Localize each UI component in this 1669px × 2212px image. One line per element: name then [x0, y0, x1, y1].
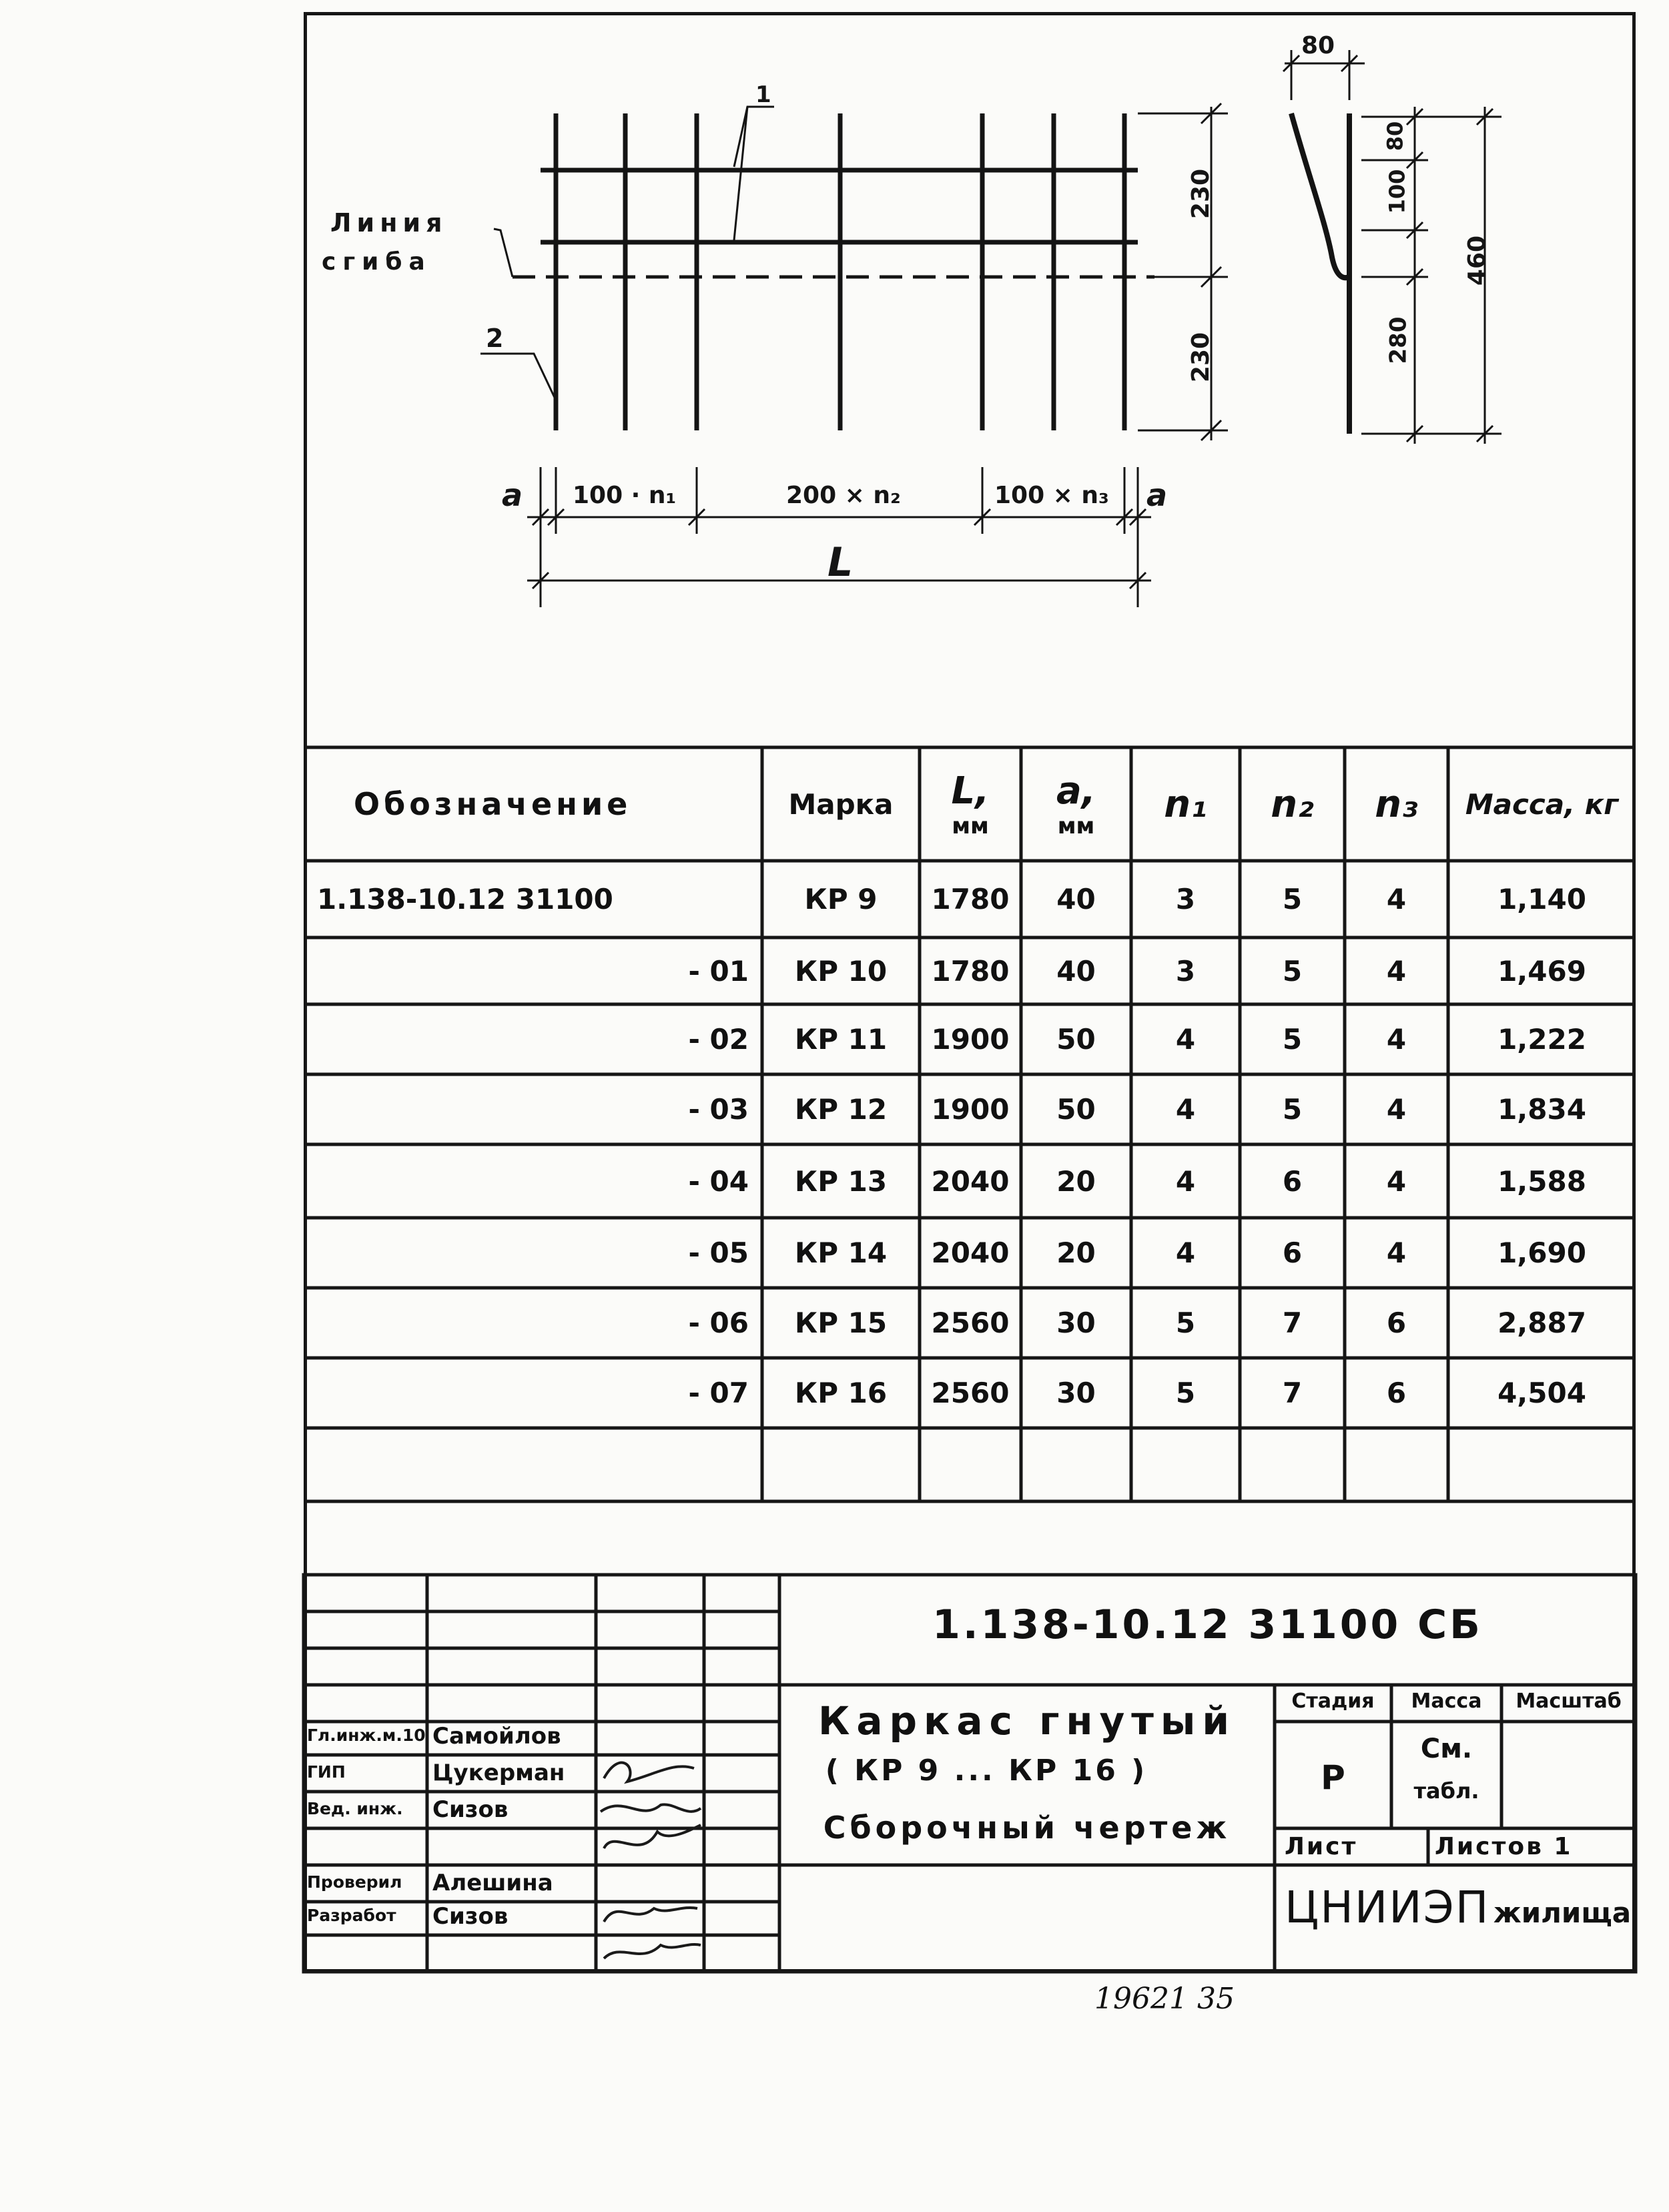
table-cell-designation: - 04 — [688, 1164, 749, 1198]
table-cell-a: 20 — [1056, 1164, 1096, 1198]
dim-230-top: 230 — [1187, 168, 1215, 220]
table-cell-n3: 4 — [1386, 954, 1407, 988]
table-cell-n1: 4 — [1175, 1164, 1196, 1198]
table-cell-L: 1900 — [931, 1023, 1010, 1056]
header-n2: n₂ — [1271, 782, 1314, 826]
signer-name: Сизов — [432, 1796, 509, 1823]
dim-a-left: a — [502, 477, 523, 513]
table-cell-mark: КР 14 — [794, 1236, 888, 1269]
mass-value-1: См. — [1420, 1734, 1473, 1764]
table-cell-mass: 1,834 — [1497, 1093, 1586, 1126]
header-L-symbol: L, — [951, 769, 990, 813]
table-cell-n3: 6 — [1386, 1377, 1407, 1409]
table-cell-L: 1780 — [931, 954, 1010, 988]
table-cell-n1: 4 — [1175, 1093, 1196, 1126]
signer-name: Цукерман — [432, 1760, 565, 1786]
table-cell-n3: 4 — [1386, 883, 1407, 915]
table-cell-designation: - 07 — [688, 1377, 749, 1409]
table-cell-designation: - 06 — [688, 1307, 749, 1339]
dim-200-n2: 200 × n₂ — [786, 482, 901, 509]
scale-header: Масштаб — [1516, 1690, 1622, 1713]
stage-header: Стадия — [1291, 1690, 1375, 1713]
title-line-1: Каркас гнутый — [817, 1698, 1237, 1744]
table-cell-a: 50 — [1056, 1093, 1096, 1126]
signer-role: Разработ — [307, 1906, 396, 1925]
table-cell-n2: 6 — [1282, 1236, 1303, 1269]
stage-value: Р — [1321, 1758, 1345, 1797]
table-cell-mark: КР 13 — [794, 1164, 888, 1198]
table-cell-L: 2560 — [931, 1377, 1010, 1409]
signer-role: Вед. инж. — [307, 1799, 403, 1818]
dim-460-side: 460 — [1463, 235, 1491, 286]
callout-2: 2 — [486, 324, 504, 353]
table-cell-designation: - 05 — [688, 1236, 749, 1269]
footer-number: 19621 35 — [1094, 1982, 1235, 2016]
signer-name: Сизов — [432, 1903, 509, 1930]
table-cell-n2: 5 — [1282, 954, 1303, 988]
table-cell-n2: 6 — [1282, 1164, 1303, 1198]
signer-name: Алешина — [432, 1870, 553, 1896]
table-cell-n2: 5 — [1282, 883, 1303, 915]
table-cell-n3: 4 — [1386, 1093, 1407, 1126]
table-cell-n1: 4 — [1175, 1023, 1196, 1056]
title-line-2: ( КР 9 ... КР 16 ) — [825, 1754, 1148, 1788]
table-cell-mark: КР 9 — [804, 883, 878, 915]
header-mass: Масса, кг — [1465, 787, 1619, 821]
table-cell-n2: 5 — [1282, 1093, 1303, 1126]
table-cell-n3: 4 — [1386, 1236, 1407, 1269]
table-cell-mass: 1,588 — [1497, 1164, 1586, 1198]
bend-line-label-1: Линия — [330, 208, 448, 238]
table-cell-n1: 3 — [1175, 883, 1196, 915]
mass-header: Масса — [1411, 1690, 1482, 1713]
signer-role: ГИП — [307, 1762, 346, 1782]
table-cell-L: 2040 — [931, 1236, 1010, 1269]
table-cell-a: 40 — [1056, 954, 1096, 988]
table-cell-n1: 3 — [1175, 954, 1196, 988]
mass-value-2: табл. — [1413, 1778, 1479, 1804]
table-cell-n2: 7 — [1282, 1377, 1303, 1409]
table-cell-a: 50 — [1056, 1023, 1096, 1056]
table-cell-a: 30 — [1056, 1377, 1096, 1409]
signer-role: Гл.инж.м.10 — [307, 1726, 426, 1745]
table-cell-n3: 4 — [1386, 1164, 1407, 1198]
header-n1: n₁ — [1164, 782, 1207, 826]
table-cell-n1: 4 — [1175, 1236, 1196, 1269]
dim-100-side: 100 — [1384, 169, 1410, 214]
header-a-unit: мм — [1057, 812, 1095, 839]
dim-80-side: 80 — [1382, 121, 1408, 151]
table-cell-mass: 4,504 — [1497, 1377, 1586, 1409]
sheet-label: Лист — [1285, 1833, 1358, 1860]
table-cell-n2: 5 — [1282, 1023, 1303, 1056]
table-cell-mass: 1,140 — [1497, 883, 1586, 915]
dim-230-bottom: 230 — [1187, 332, 1215, 383]
dim-80-top: 80 — [1301, 32, 1335, 59]
organization-name-2: жилища — [1493, 1896, 1632, 1929]
table-cell-n2: 7 — [1282, 1307, 1303, 1339]
table-cell-L: 2040 — [931, 1164, 1010, 1198]
dim-100-n1: 100 · n₁ — [573, 482, 677, 509]
table-cell-L: 1900 — [931, 1093, 1010, 1126]
header-mark: Марка — [788, 787, 894, 821]
sheets-label: Листов 1 — [1435, 1833, 1573, 1860]
table-cell-mark: КР 16 — [794, 1377, 888, 1409]
table-cell-mass: 1,690 — [1497, 1236, 1586, 1269]
header-n3: n₃ — [1375, 782, 1418, 826]
dim-a-right: a — [1146, 477, 1168, 513]
title-line-3: Сборочный чертеж — [823, 1810, 1231, 1846]
table-cell-mark: КР 12 — [794, 1093, 888, 1126]
table-cell-mark: КР 10 — [794, 954, 888, 988]
header-a-symbol: a, — [1056, 769, 1096, 813]
table-cell-a: 20 — [1056, 1236, 1096, 1269]
dim-100-n3: 100 × n₃ — [994, 482, 1109, 509]
signer-role: Проверил — [307, 1872, 402, 1892]
table-cell-mass: 1,222 — [1497, 1023, 1586, 1056]
table-cell-mark: КР 15 — [794, 1307, 888, 1339]
table-cell-n1: 5 — [1175, 1377, 1196, 1409]
table-cell-n1: 5 — [1175, 1307, 1196, 1339]
table-cell-mass: 2,887 — [1497, 1307, 1586, 1339]
organization — [1285, 1882, 1631, 1933]
header-L-unit: мм — [952, 812, 989, 839]
dim-280-side: 280 — [1385, 316, 1412, 364]
table-cell-a: 40 — [1056, 883, 1096, 915]
table-cell-designation: 1.138-10.12 31100 — [317, 883, 613, 915]
header-designation: Обозначение — [354, 786, 632, 822]
dim-L: L — [827, 539, 854, 586]
table-cell-designation: - 01 — [688, 954, 749, 988]
bend-line-label-2: сгиба — [322, 248, 432, 276]
table-cell-L: 1780 — [931, 883, 1010, 915]
table-cell-designation: - 03 — [688, 1093, 749, 1126]
callout-1: 1 — [755, 81, 771, 108]
table-cell-designation: - 02 — [688, 1023, 749, 1056]
table-cell-mark: КР 11 — [794, 1023, 888, 1056]
doc-code: 1.138-10.12 31100 СБ — [932, 1601, 1483, 1648]
table-cell-a: 30 — [1056, 1307, 1096, 1339]
table-cell-n3: 6 — [1386, 1307, 1407, 1339]
signer-name: Самойлов — [432, 1723, 561, 1750]
table-cell-n3: 4 — [1386, 1023, 1407, 1056]
table-cell-mass: 1,469 — [1497, 954, 1586, 988]
table-cell-L: 2560 — [931, 1307, 1010, 1339]
organization-name-1: ЦНИИЭП — [1285, 1882, 1490, 1933]
